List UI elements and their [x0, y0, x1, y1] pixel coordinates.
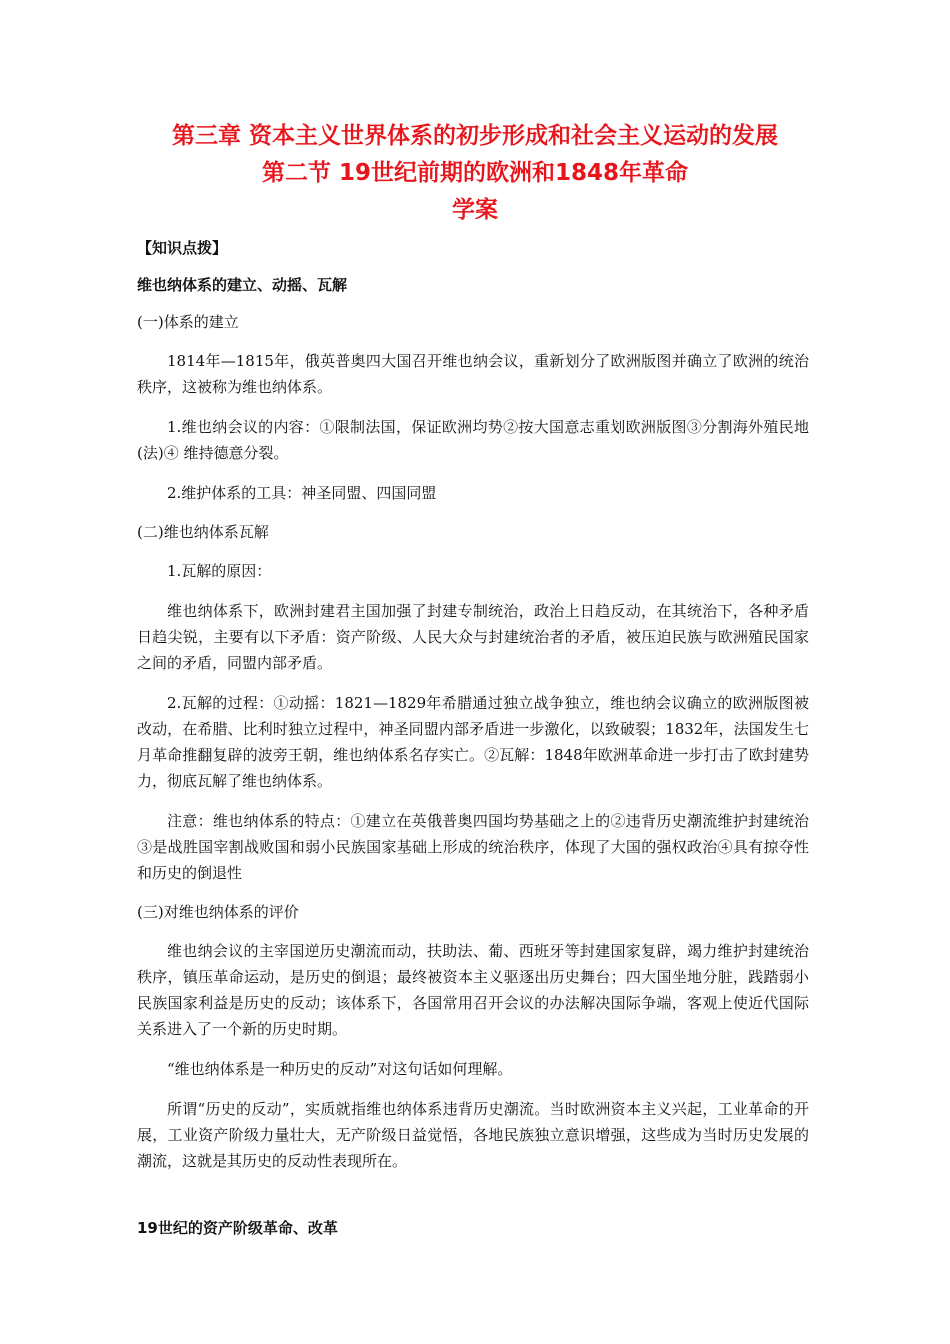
subheading-establishment: (一)体系的建立	[137, 313, 239, 331]
subheading-collapse: (二)维也纳体系瓦解	[137, 523, 269, 541]
paragraph: “维也纳体系是一种历史的反动”对这句话如何理解。	[167, 1060, 513, 1078]
paragraph: 注意：维也纳体系的特点：①建立在英俄普奥四国均势基础之上的②违背历史潮流维护封建统治③是战胜国宰割战败国和弱小民族国家基础上形成的统治秩序，体现了大国的强权政治④具有掠夺性和历史的倒退性	[137, 812, 809, 882]
subheading-evaluation: (三)对维也纳体系的评价	[137, 903, 299, 921]
paragraph: 维也纳体系下，欧洲封建君主国加强了封建专制统治，政治上日趋反动，在其统治下，各种矛盾日趋尖锐，主要有以下矛盾：资产阶级、人民大众与封建统治者的矛盾，被压迫民族与欧洲殖民国家之间的矛盾，同盟内部矛盾。	[137, 602, 809, 672]
paragraph: 2.瓦解的过程：①动摇：1821—1829年希腊通过独立战争独立，维也纳会议确立的欧洲版图被改动，在希腊、比利时独立过程中，神圣同盟内部矛盾进一步激化，以致破裂；1832年，法国发生七月革命推翻复辟的波旁王朝，维也纳体系名存实亡。②瓦解：1848年欧洲革命进一步打击了欧封建势力，彻底瓦解了维也纳体系。	[137, 694, 809, 790]
section-heading-vienna: 维也纳体系的建立、动摇、瓦解	[137, 276, 348, 294]
paragraph: 所谓“历史的反动”，实质就指维也纳体系违背历史潮流。当时欧洲资本主义兴起，工业革命的开展，工业资产阶级力量壮大，无产阶级日益觉悟，各地民族独立意识增强，这些成为当时历史发展的潮流，这就是其历史的反动性表现所在。	[137, 1100, 809, 1170]
knowledge-tag: 【知识点拨】	[137, 239, 228, 257]
document-title	[0, 118, 950, 229]
document-body	[137, 236, 809, 1240]
paragraph: 1.维也纳会议的内容：①限制法国，保证欧洲均势②按大国意志重划欧洲版图③分割海外殖民地(法)④ 维持德意分裂。	[137, 418, 809, 462]
paragraph: 1.瓦解的原因：	[167, 562, 272, 580]
paragraph: 1814年—1815年，俄英普奥四大国召开维也纳会议，重新划分了欧洲版图并确立了欧洲的统治秩序，这被称为维也纳体系。	[137, 352, 809, 396]
section-heading-revolutions: 19世纪的资产阶级革命、改革	[137, 1219, 338, 1237]
paragraph: 2.维护体系的工具：神圣同盟、四国同盟	[167, 484, 437, 502]
chapter-title: 第三章 资本主义世界体系的初步形成和社会主义运动的发展	[171, 123, 778, 149]
paragraph: 维也纳会议的主宰国逆历史潮流而动，扶助法、葡、西班牙等封建国家复辟，竭力维护封建统治秩序，镇压革命运动，是历史的倒退；最终被资本主义驱逐出历史舞台；四大国坐地分脏，践踏弱小民族国家利益是历史的反动；该体系下，各国常用召开会议的办法解决国际争端，客观上使近代国际关系进入了一个新的历史时期。	[137, 942, 809, 1038]
doc-type-title: 学案	[452, 197, 498, 223]
section-title: 第二节 19世纪前期的欧洲和1848年革命	[261, 160, 689, 186]
